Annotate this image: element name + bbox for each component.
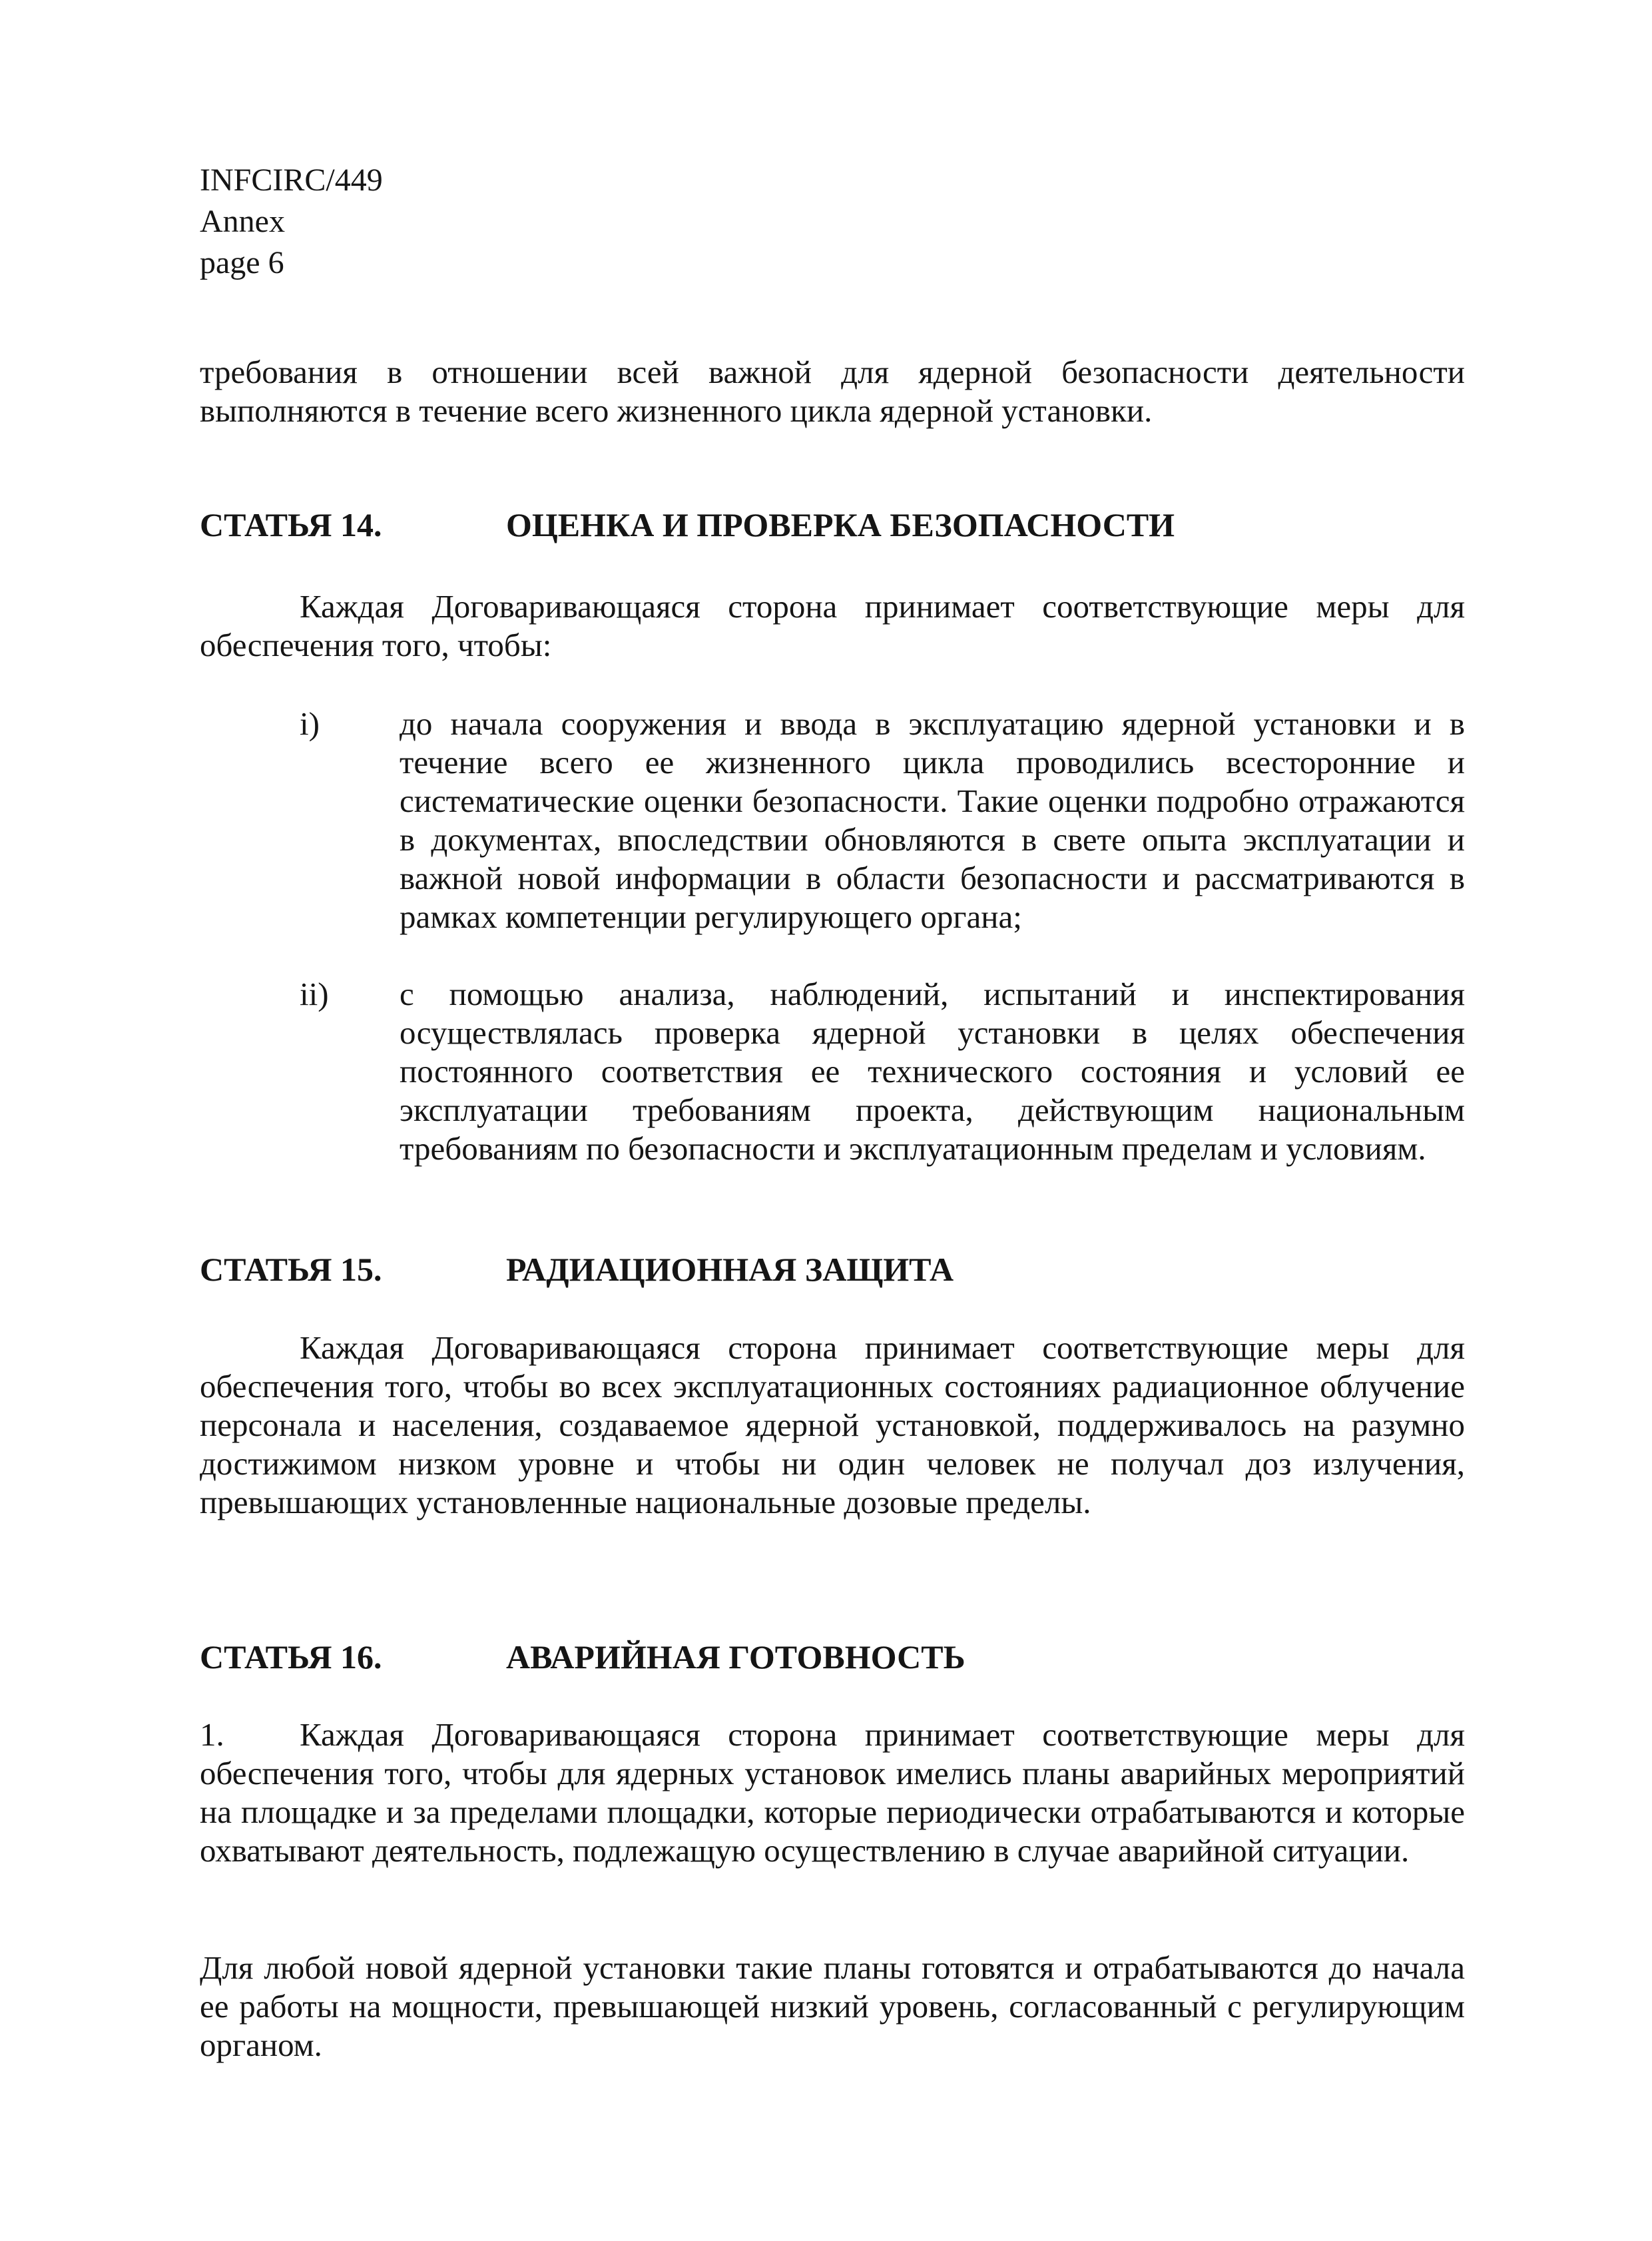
article-15-text: Каждая Договаривающаяся сторона принимает соответствующие меры для обеспечения того, чтобы во всех эксплуатационных состояниях радиационное облучение персонала и населения, создаваемое ядерной установкой, поддерживалось на разумно достижимом низком уровне и чтобы ни один человек не получал доз излучения, превышающих установленные национальные дозовые пределы. <box>200 1329 1465 1520</box>
article-15-number: СТАТЬЯ 15. <box>200 1251 382 1288</box>
continuation-paragraph: требования в отношении всей важной для ядерной безопасности деятельности выполняются в течение всего жизненного цикла ядерной установки. <box>200 354 1465 429</box>
list-item-text: до начала сооружения и ввода в эксплуатацию ядерной установки и в течение всего ее жизненного цикла проводились всесторонние и систематические оценки безопасности. Такие оценки подробно отражаются в документах, впоследствии обновляются в свете опыта эксплуатации и важной новой информации в области безопасности и рассматриваются в рамках компетенции регулирующего органа; <box>400 705 1465 935</box>
article-14-heading <box>200 505 1465 545</box>
page-number: page 6 <box>200 245 284 280</box>
document-id: INFCIRC/449 <box>200 162 383 198</box>
page-header <box>200 160 383 284</box>
article-15-heading <box>200 1249 1465 1289</box>
article-16-heading <box>200 1637 1465 1677</box>
article-14-intro: Каждая Договаривающаяся сторона принимает соответствующие меры для обеспечения того, чтобы: <box>200 588 1465 663</box>
article-16-point-1 <box>200 1716 1465 1870</box>
list-marker: i) <box>300 705 320 742</box>
article-16-title: АВАРИЙНАЯ ГОТОВНОСТЬ <box>506 1638 965 1676</box>
point-number: 1. <box>200 1716 224 1753</box>
point-text: Каждая Договаривающаяся сторона принимает соответствующие меры для обеспечения того, чтобы для ядерных установок имелись планы аварийных мероприятий на площадке и за пределами площадки, которые периодически отрабатываются и которые охватывают деятельность, подлежащую осуществлению в случае аварийной ситуации. <box>200 1716 1465 1869</box>
article-16-point-1-continuation: Для любой новой ядерной установки такие планы готовятся и отрабатываются до начала ее работы на мощности, превышающей низкий уровень, согласованный с регулирующим органом. <box>200 1949 1465 2063</box>
article-14-item-i <box>200 705 1465 936</box>
list-marker: ii) <box>300 976 329 1012</box>
article-14-item-ii <box>200 975 1465 1168</box>
article-14-number: СТАТЬЯ 14. <box>200 506 382 543</box>
article-16-number: СТАТЬЯ 16. <box>200 1638 382 1676</box>
article-15-title: РАДИАЦИОННАЯ ЗАЩИТА <box>506 1251 954 1288</box>
annex-label: Annex <box>200 204 285 239</box>
list-item-text: с помощью анализа, наблюдений, испытаний и инспектирования осуществлялась проверка ядерной установки в целях обеспечения постоянного соответствия ее технического состояния и условий ее эксплуатации требованиям проекта, действующим национальным требованиям по безопасности и эксплуатационным пределам и условиям. <box>400 976 1465 1167</box>
article-14-title: ОЦЕНКА И ПРОВЕРКА БЕЗОПАСНОСТИ <box>506 506 1175 543</box>
